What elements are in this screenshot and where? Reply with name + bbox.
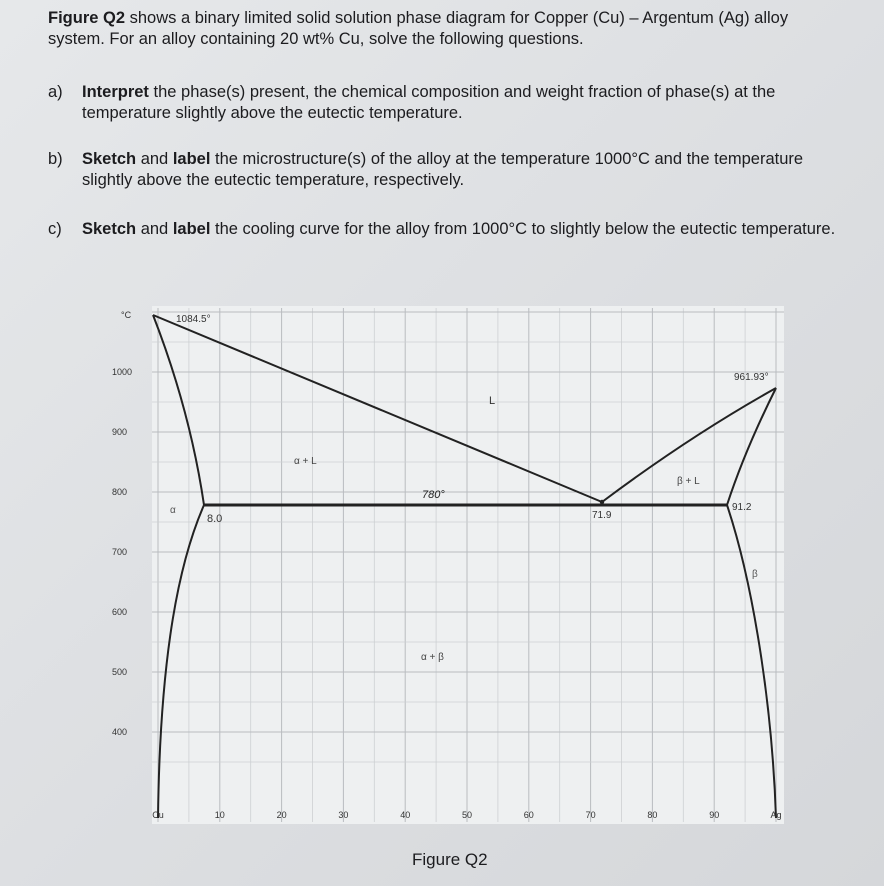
- question-verb: Sketch: [82, 220, 137, 238]
- region-beta-liquid-label: β + L: [677, 476, 700, 487]
- question-verb: Interpret: [82, 83, 149, 101]
- question-text: the microstructure(s) of the alloy at the temperature 1000°C and the temperature slightly above the eutectic temperature, respectively.: [82, 150, 804, 189]
- x-tick-label: 80: [647, 810, 658, 820]
- x-tick-label: 40: [400, 810, 411, 820]
- x-tick-label: 10: [214, 810, 225, 820]
- question-conj: and: [136, 220, 173, 238]
- annotation-eutectic-temperature: 780°: [422, 489, 445, 501]
- y-tick-label: 400: [112, 727, 128, 737]
- question-label: b): [48, 150, 63, 168]
- x-tick-label: 70: [585, 810, 596, 820]
- x-tick-label: Ag: [770, 810, 782, 820]
- question-verb-2: label: [172, 150, 211, 168]
- x-tick-label: 50: [461, 810, 473, 820]
- annotation-beta-limit: 91.2: [732, 502, 752, 513]
- y-tick-label: 900: [112, 427, 128, 437]
- question-label: a): [48, 83, 63, 101]
- region-alpha-liquid-label: α + L: [294, 456, 317, 467]
- annotation-cu-melting-point: 1084.5°: [176, 314, 211, 325]
- region-liquid-label: L: [489, 395, 496, 407]
- question-verb-2: label: [172, 220, 211, 238]
- x-tick-label: 90: [709, 810, 720, 820]
- y-axis-unit: °C: [121, 310, 132, 320]
- y-tick-label: 500: [112, 667, 128, 677]
- y-tick-label: 1000: [112, 367, 133, 377]
- question-text: the phase(s) present, the chemical composition and weight fraction of phase(s) at the temperature slightly above the eutectic temperature.: [82, 83, 776, 122]
- y-tick-label: 700: [112, 547, 128, 557]
- x-tick-label: 20: [276, 810, 287, 820]
- x-tick-label: Cu: [152, 810, 164, 820]
- intro-text: shows a binary limited solid solution phase diagram for Copper (Cu) – Argentum (Ag) alloy system. For an alloy containing 20 wt% Cu, solve the following questions.: [48, 9, 789, 48]
- x-tick-label: 30: [338, 810, 349, 820]
- plot-area: [152, 306, 784, 824]
- question-conj: and: [136, 150, 173, 168]
- question-verb: Sketch: [82, 150, 137, 168]
- annotation-ag-melting-point: 961.93°: [734, 372, 769, 383]
- y-tick-label: 600: [112, 607, 128, 617]
- question-text: the cooling curve for the alloy from 1000°C to slightly below the eutectic temperature.: [210, 220, 836, 238]
- y-tick-label: 800: [112, 487, 128, 497]
- region-beta-label: β: [752, 569, 758, 580]
- figure-reference: Figure Q2: [48, 9, 126, 27]
- annotation-alpha-limit: 8.0: [207, 513, 223, 525]
- eutectic-point: [600, 500, 604, 504]
- region-alpha-label: α: [170, 505, 176, 516]
- y-axis-ticks: [112, 367, 132, 737]
- annotation-eutectic-composition: 71.9: [592, 510, 612, 521]
- x-tick-label: 60: [523, 810, 534, 820]
- region-alpha-beta-label: α + β: [421, 652, 444, 663]
- figure-caption: Figure Q2: [412, 850, 488, 869]
- question-label: c): [48, 220, 62, 238]
